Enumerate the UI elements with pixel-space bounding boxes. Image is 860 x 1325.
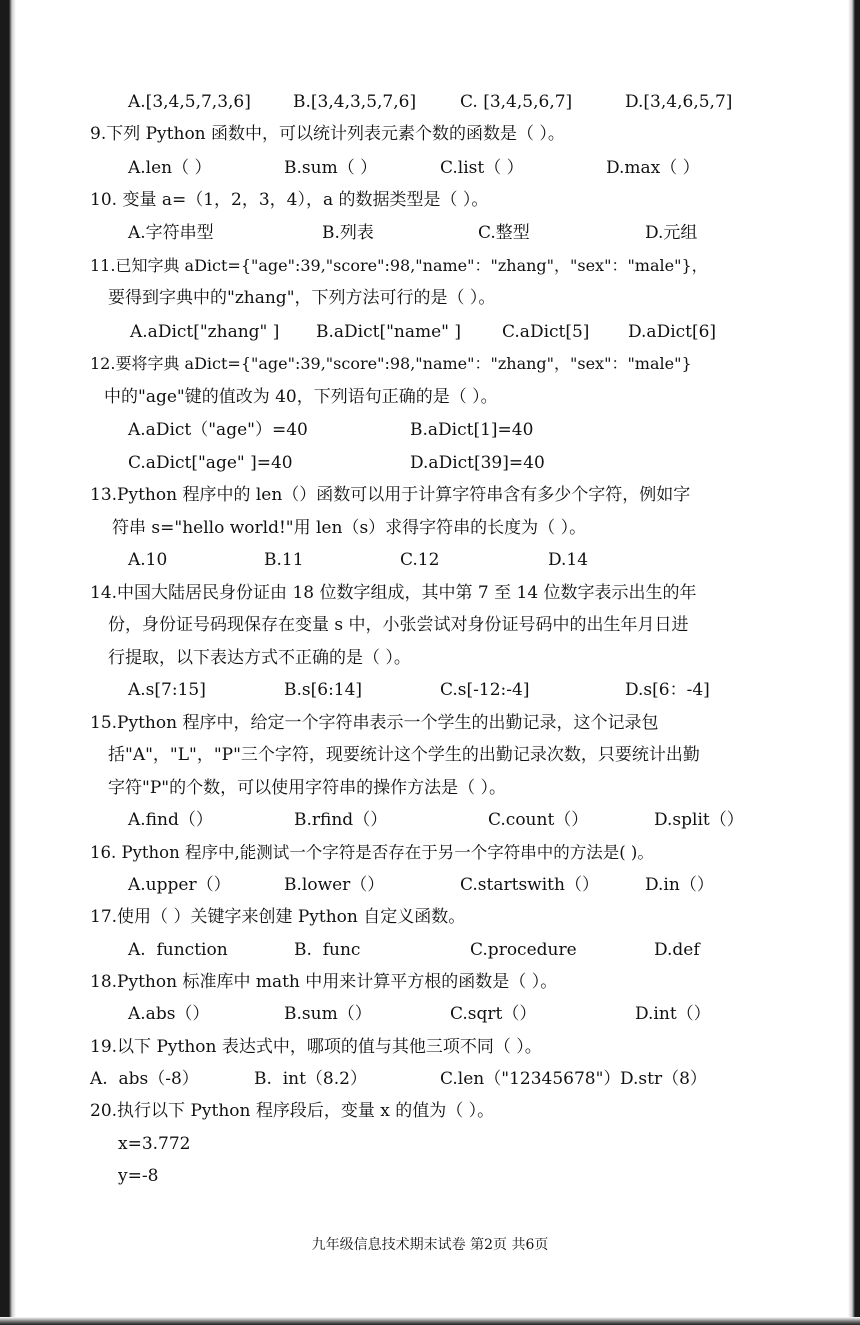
q9-option-c: C.list（ ） [440,158,524,178]
q17-option-a: A. function [128,940,228,960]
q13-option-b: B.11 [264,550,304,570]
q14-option-c: C.s[-12:-4] [440,680,530,700]
q14-option-d: D.s[6：-4] [625,680,710,700]
scan-left-edge [0,0,16,1325]
q10-option-c: C.整型 [478,223,530,243]
q16-stem: 16. Python 程序中,能测试一个字符是否存在于另一个字符串中的方法是( )。 [90,843,654,862]
q15-option-c: C.count（） [488,810,589,830]
q11-stem-line2: 要得到字典中的"zhang"，下列方法可行的是（ ）。 [108,288,496,308]
q16-option-d: D.in（） [645,875,714,895]
q9-option-d: D.max（ ） [606,158,700,178]
q12-option-a: A.aDict（"age"）=40 [128,420,308,440]
q11-option-d: D.aDict[6] [628,322,717,342]
q14-stem-line1: 14.中国大陆居民身份证由 18 位数字组成，其中第 7 至 14 位数字表示出生的年 [90,583,697,603]
q15-stem-line2: 括"A"，"L"，"P"三个字符，现要统计这个学生的出勤记录次数，只要统计出勤 [108,745,700,765]
scan-bottom-edge [0,1317,860,1325]
q12-stem-line1: 12.要将字典 aDict={"age":39,"score":98,"name"："zhang"，"sex"："male"} [90,354,692,373]
q11-option-c: C.aDict[5] [502,322,590,342]
q17-option-b: B. func [294,940,361,960]
q20-stem: 20.执行以下 Python 程序段后，变量 x 的值为（ ）。 [90,1101,495,1121]
q20-code-line1: x=3.772 [118,1134,191,1154]
q8-option-c: C. [3,4,5,6,7] [460,92,573,112]
q15-option-d: D.split（） [654,810,744,830]
q9-stem: 9.下列 Python 函数中，可以统计列表元素个数的函数是（ ）。 [90,124,565,144]
q15-stem-line1: 15.Python 程序中，给定一个字符串表示一个学生的出勤记录，这个记录包 [90,713,659,733]
q18-option-b: B.sum（） [284,1004,372,1024]
q10-option-b: B.列表 [322,223,374,243]
q14-stem-line2: 份，身份证号码现保存在变量 s 中，小张尝试对身份证号码中的出生年月日进 [108,615,689,635]
q12-option-c: C.aDict["age" ]=40 [128,453,293,473]
q15-option-a: A.find（） [128,810,213,830]
q10-option-d: D.元组 [645,223,698,243]
q10-stem: 10. 变量 a=（1，2，3，4），a 的数据类型是（ ）。 [90,190,489,210]
q16-option-a: A.upper（） [128,875,231,895]
q11-option-b: B.aDict["name" ] [316,322,462,342]
q8-option-d: D.[3,4,6,5,7] [625,92,733,112]
q18-option-d: D.int（） [635,1004,711,1024]
q19-stem: 19.以下 Python 表达式中，哪项的值与其他三项不同（ ）。 [90,1037,542,1057]
q9-option-b: B.sum（ ） [284,158,378,178]
q14-option-b: B.s[6:14] [284,680,363,700]
q13-stem-line1: 13.Python 程序中的 len（）函数可以用于计算字符串含有多少个字符，例如字 [90,485,691,505]
q13-option-d: D.14 [548,550,589,570]
q19-option-d: D.str（8） [620,1069,707,1089]
q8-option-a: A.[3,4,5,7,3,6] [128,92,251,112]
q14-stem-line3: 行提取，以下表达方式不正确的是（ ）。 [108,648,411,668]
page-footer: 九年级信息技术期末试卷 第2页 共6页 [311,1237,549,1253]
q17-option-c: C.procedure [470,940,577,960]
q12-stem-line2: 中的"age"键的值改为 40，下列语句正确的是（ ）。 [104,387,498,407]
q14-option-a: A.s[7:15] [128,680,206,700]
q18-stem: 18.Python 标准库中 math 中用来计算平方根的函数是（ ）。 [90,972,558,992]
q17-option-d: D.def [654,940,700,960]
q16-option-c: C.startswith（） [460,875,599,895]
q13-option-c: C.12 [400,550,440,570]
q19-option-c: C.len（"12345678"） [440,1069,621,1089]
q10-option-a: A.字符串型 [128,223,214,243]
q12-option-b: B.aDict[1]=40 [410,420,534,440]
q20-code-line2: y=-8 [118,1166,159,1186]
q15-option-b: B.rfind（） [294,810,388,830]
q13-stem-line2: 符串 s="hello world!"用 len（s）求得字符串的长度为（ ）。 [112,518,587,538]
q18-option-c: C.sqrt（） [450,1004,537,1024]
q8-option-b: B.[3,4,3,5,7,6] [293,92,417,112]
q15-stem-line3: 字符"P"的个数，可以使用字符串的操作方法是（ ）。 [108,778,506,798]
q12-option-d: D.aDict[39]=40 [410,453,545,473]
q17-stem: 17.使用（ ）关键字来创建 Python 自定义函数。 [90,907,466,927]
q18-option-a: A.abs（） [128,1004,210,1024]
q16-option-b: B.lower（） [284,875,385,895]
q9-option-a: A.len（ ） [128,158,212,178]
q11-stem-line1: 11.已知字典 aDict={"age":39,"score":98,"name"："zhang"，"sex"："male"}， [90,256,708,275]
q19-option-a: A. abs（-8） [90,1069,199,1089]
q13-option-a: A.10 [128,550,168,570]
scan-right-edge [848,0,860,1325]
q19-option-b: B. int（8.2） [254,1069,367,1089]
q11-option-a: A.aDict["zhang" ] [130,322,280,342]
